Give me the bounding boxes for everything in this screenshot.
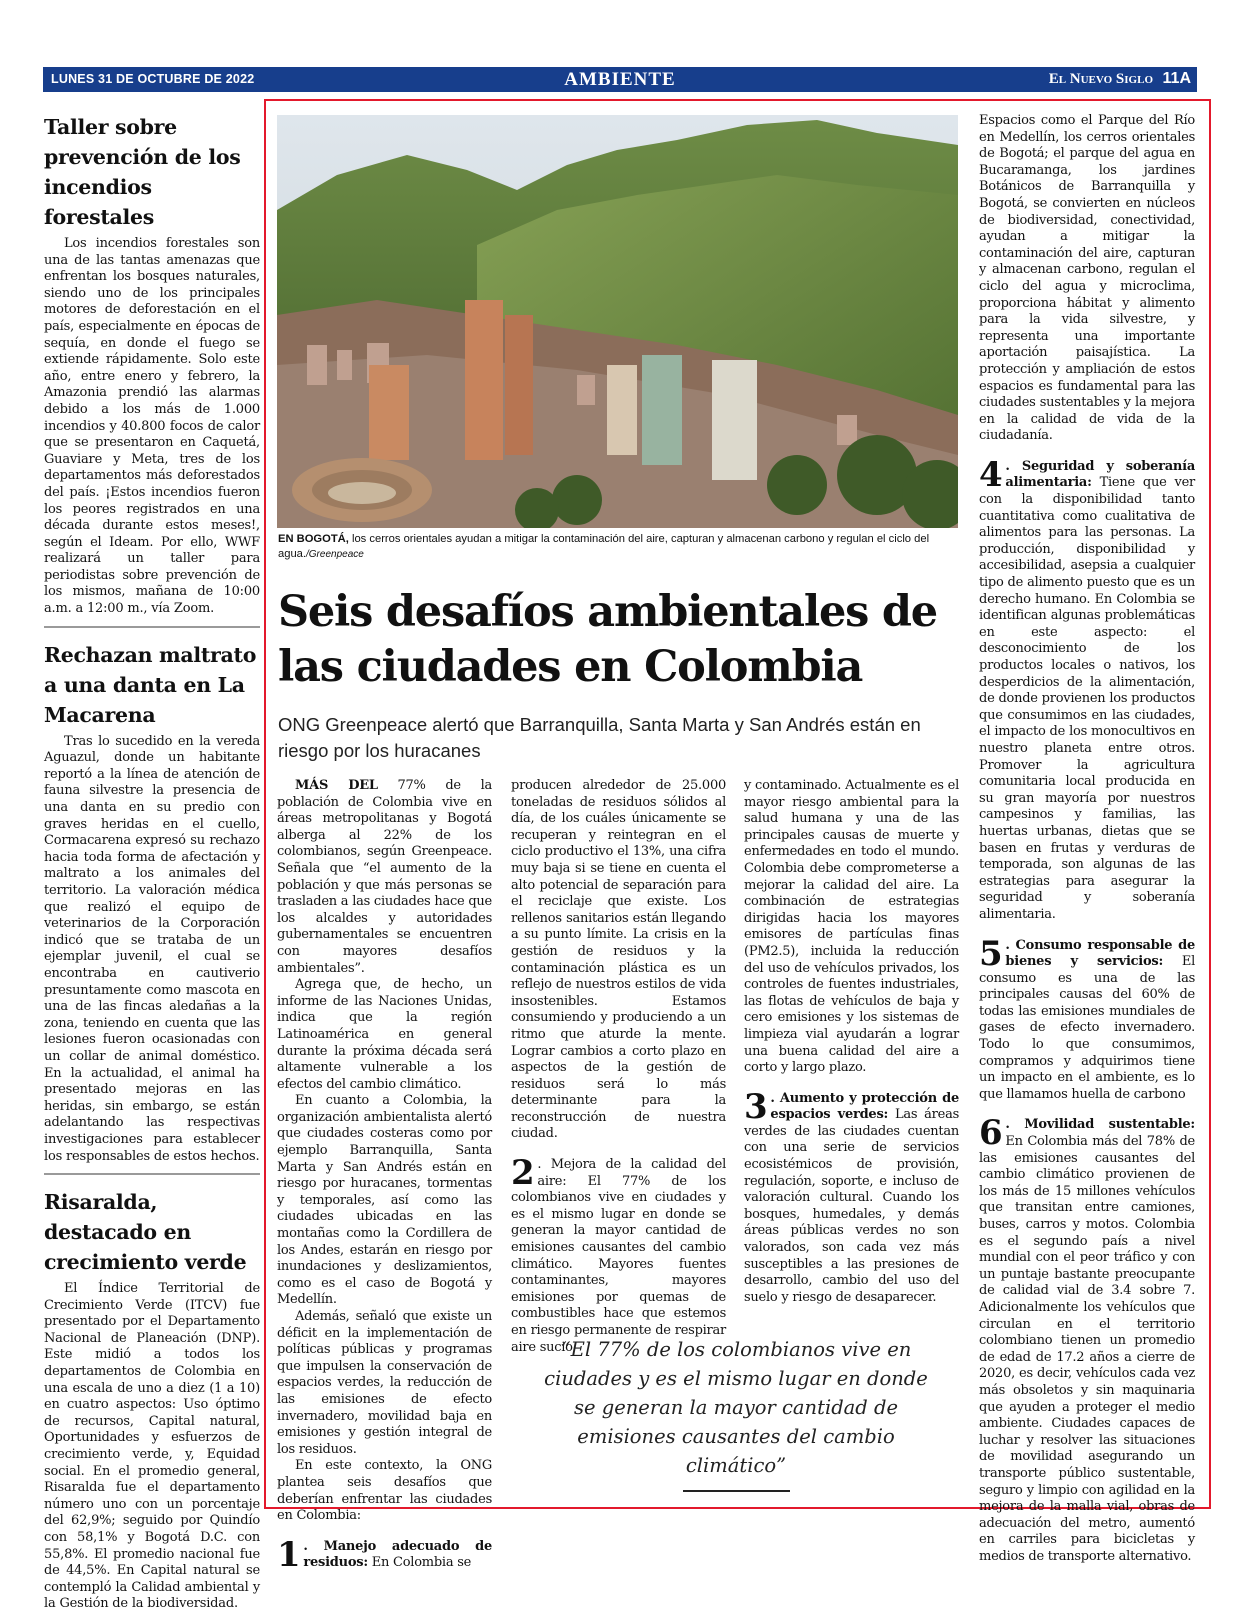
photo-caption bbox=[278, 532, 958, 562]
newspaper-name: El Nuevo Siglo bbox=[1048, 71, 1153, 87]
page-header-band bbox=[43, 67, 1197, 92]
paragraph: Agrega que, de hecho, un informe de las Naciones Unidas, indica que la región Latinoamérica en general durante la próxima década será altamente vulnerable a los efectos del cambio climático. bbox=[277, 977, 492, 1092]
brief-fires bbox=[44, 112, 260, 618]
brief-risaralda bbox=[44, 1187, 260, 1613]
lead-in: MÁS DEL bbox=[295, 778, 378, 793]
item-number: 3 bbox=[744, 1086, 768, 1127]
paragraph: 77% de la población de Colombia vive en áreas metropolitanas y Bogotá alberga al 22% de los colombianos, según Greenpeace. Señala que “el aumento de la población y que más personas se trasladen a las ciudades hace que los alcaldes y autoridades gubernamentales se encuentren con mayores desafíos ambientales”. bbox=[277, 778, 492, 976]
brief-divider bbox=[44, 1173, 260, 1175]
brief-body: El Índice Territorial de Crecimiento Verde (ITCV) fue presentado por el Departamento Nacional de Planeación (DNP). Este midió a todos los departamentos de Colombia en una escala de uno a diez (1 a 10) en cuatro aspectos: Uso óptimo de recursos, Capital natural, Oportunidades y esfuerzos de crecimiento verde, y, Equidad social. En el promedio general, Risaralda fue el departamento número uno con un porcentaje del 62,9%; seguido por Quindío con 58,1% y Bogotá D.C. con 55,8%. El promedio nacional fue de 44,5%. En Capital natural se contempló la Calidad ambiental y la Gestión de la biodiversidad. bbox=[44, 1281, 260, 1612]
brief-title: Risaralda, destacado en crecimiento verde bbox=[44, 1190, 247, 1275]
item-heading: . Aumento y protección de espacios verdes: bbox=[770, 1090, 959, 1123]
caption-lead: EN BOGOTÁ, bbox=[278, 533, 349, 545]
paragraph: Además, señaló que existe un déficit en la implementación de políticas públicas y programas que impulsen la conservación de espacios verdes, la reducción de las emisiones de efecto invernadero, movilidad baja en emisiones y gestión integral de los residuos. bbox=[277, 1309, 492, 1457]
brief-tapir bbox=[44, 640, 260, 1165]
brief-body: Los incendios forestales son una de las tantas amenazas que enfrentan los bosques naturales, siendo uno de los principales motores de deforestación en el país, especialmente en épocas de sequía, en donde el fuego se extiende rápidamente. Solo este año, entre enero y febrero, la Amazonia prendió las alarmas debido a los más de 1.000 incendios y 40.800 focos de calor que se presentaron en Caquetá, Guaviare y Meta, tres de los departamentos más deforestados del país. ¡Estos incendios fueron los peores registrados en una década durante estos meses!, según el Ideam. Por ello, WWF realizará un taller para periodistas sobre prevención de los mismos, mañana de 10:00 a.m. a 12:00 m., vía Zoom. bbox=[44, 236, 260, 617]
item-heading: . Mejora de la calidad del aire: bbox=[537, 1157, 726, 1189]
brief-divider bbox=[44, 626, 260, 628]
article-subhead: ONG Greenpeace alertó que Barranquilla, Santa Marta y San Andrés están en riesgo por los huracanes bbox=[278, 714, 921, 761]
item-text: Tiene que ver con la disponibilidad tanto cuantitativa como cualitativa de alimentos para las personas. La producción, disponibilidad y accesibilidad, asepsia a cualquier tipo de alimento puesto que es un derecho humano. En Colombia se identifican algunas problemáticas en este aspecto: el desconocimiento de los productos locales o nativos, los desperdicios de la alimentación, de donde provienen los productos que consumimos en las ciudades, el impacto de los monocultivos en nuestro planeta entre otros. Promover la agricultura comunitaria local producida en su gran mayoría por nuestros campesinos y familias, las huertas urbanas, dietas que se basen en frutas y verduras de temporada, son algunas de las estrategias para asegurar la seguridad y soberanía alimentaria. bbox=[979, 475, 1195, 922]
section-title: AMBIENTE bbox=[564, 69, 676, 90]
article-column-4 bbox=[979, 113, 1195, 1565]
item-heading: . Seguridad y soberanía alimentaria: bbox=[1005, 458, 1195, 491]
item-heading: . Movilidad sustentable: bbox=[1005, 1117, 1195, 1133]
item-number: 2 bbox=[511, 1153, 535, 1194]
photo-credit: /Greenpeace bbox=[306, 549, 364, 560]
article-headline: Seis desafíos ambientales de las ciudades en Colombia bbox=[278, 587, 937, 692]
news-briefs-column bbox=[44, 112, 260, 1613]
item-text: El 77% de los colombianos vive en ciudades y es el mismo lugar en donde se generan la mayor cantidad de emisiones causantes del cambio climático. Mayores fuentes contaminantes, mayores emisiones por quemas de combustibles hace que estemos en riesgo permanente de respirar aire sucio bbox=[511, 1173, 726, 1355]
brief-title: Taller sobre prevención de los incendios forestales bbox=[44, 115, 241, 229]
pull-quote: “El 77% de los colombianos vive en ciudades y es el mismo lugar en donde se generan la mayor cantidad de emisiones causantes del cambio climático” bbox=[544, 1338, 928, 1477]
brief-title: Rechazan maltrato a una danta en La Macarena bbox=[44, 642, 257, 727]
paragraph: producen alrededor de 25.000 toneladas de residuos sólidos al día, de los cuáles únicamente se recuperan y reintegran en el ciclo productivo el 13%, una cifra muy baja si se tiene en cuenta el alto potencial de separación para el reciclaje que existe. Los rellenos sanitarios están llegando a su punto límite. La crisis en la gestión de residuos y la contaminación plástica es un reflejo de nuestros estilos de vida insostenibles. Estamos consumiendo y produciendo a un ritmo que aturde la mente. Lograr cambios a corto plazo en aspectos de la gestión de residuos será lo más determinante para la reconstrucción de nuestra ciudad. bbox=[511, 778, 726, 1142]
item-number: 4 bbox=[979, 454, 1003, 495]
bogota-photo bbox=[277, 115, 958, 528]
item-text: En Colombia se bbox=[367, 1555, 472, 1571]
item-number: 5 bbox=[979, 933, 1003, 974]
item-text: Las áreas verdes de las ciudades cuentan con una serie de servicios ecosistémicos de provisión, regulación, soporte, e incluso de valoración cultural. Cuando los bosques, humedales, y demás áreas públicas verdes no son valorados, son cada vez más susceptibles a las presiones de desarrollo, cambio del uso del suelo y riesgo de desaparecer. bbox=[744, 1107, 959, 1305]
caption-text: los cerros orientales ayudan a mitigar la contaminación del aire, capturan y almacenan carbono y regulan el ciclo del agua. bbox=[278, 533, 930, 560]
paragraph: En este contexto, la ONG plantea seis desafíos que deberían enfrentar las ciudades en Colombia: bbox=[277, 1458, 492, 1524]
item-text: En Colombia más del 78% de las emisiones causantes del cambio climático provienen de los más de 15 millones vehículos que transitan entre camiones, buses, carros y motos. Colombia es el segundo país a nivel mundial con el peor tráfico y con un puntaje bastante preocupante de calidad vial de 3.4 sobre 7. Adicionalmente los vehículos que circulan en el territorio colombiano tienen un promedio de edad de 17.2 años a cierre de 2020, es decir, vehículos cada vez más obsoletos y sin maquinaria que ayuden a proteger el medio ambiente. Ciudades capaces de luchar y resolver las situaciones de movilidad asegurando un transporte público sustentable, seguro y limpio con agilidad en la mejora de la malla vial, obras de adecuación del metro, aumentó en carriles para bicicletas y medios de transporte alternativo. bbox=[979, 1134, 1195, 1564]
article-column-3 bbox=[744, 778, 959, 1306]
item-heading: . Consumo responsable de bienes y servicios: bbox=[1005, 937, 1195, 970]
article-column-2 bbox=[511, 778, 726, 1356]
bogota-cityscape-image bbox=[277, 115, 958, 528]
article-column-1 bbox=[277, 778, 492, 1575]
brief-body: Tras lo sucedido en la vereda Aguazul, donde un habitante reportó a la línea de atención de fauna silvestre la presencia de una danta en su predio con graves heridas en el cuello, Cormacarena expresó su rechazo hacia toda forma de afectación y maltrato a los animales del territorio. La valoración médica que realizó el equipo de veterinarios de la Corporación indicó que se trataba de un ejemplar juvenil, el cual se encontraba en cautiverio presuntamente como mascota en una de las fincas aledañas a la zona, teniendo en cuenta que las lesiones fueron ocasionadas con un collar de animal doméstico. En la actualidad, el animal ha presentado mejoras en las heridas, sin embargo, se están adelantando las respectivas investigaciones para establecer los responsables de estos hechos. bbox=[44, 733, 260, 1164]
page-number: 11A bbox=[1162, 70, 1191, 87]
item-number: 6 bbox=[979, 1113, 1003, 1154]
paragraph: y contaminado. Actualmente es el mayor riesgo ambiental para la salud humana y una de las principales causas de muerte y enfermedades en todo el mundo. Colombia debe comprometerse a mejorar la calidad del aire. La combinación de estrategias dirigidas hacia los mayores emisores de partículas finas (PM2.5), incluida la reducción del uso de vehículos privados, los controles de fuentes industriales, las flotas de vehículos de baja y cero emisiones y los sistemas de limpieza vial ayudarán a lograr una buena calidad del aire a corto y largo plazo. bbox=[744, 778, 959, 1076]
issue-date: LUNES 31 DE OCTUBRE DE 2022 bbox=[51, 72, 255, 86]
item-number: 1 bbox=[277, 1534, 301, 1575]
quote-rule bbox=[683, 1490, 790, 1492]
item-heading: . Manejo adecuado de residuos: bbox=[303, 1538, 492, 1571]
paragraph: Espacios como el Parque del Río en Medellín, los cerros orientales de Bogotá; el parque del agua en Bucaramanga, los jardines Botánicos de Barranquilla y Bogotá, se convierten en núcleos de biodiversidad, conectividad, ayudan a mitigar la contaminación del aire, capturan y almacenan carbono, regulan el ciclo del agua y microclima, proporciona hábitat y alimento para la vida silvestre, y representa una importante aportación paisajística. La protección y ampliación de estos espacios es fundamental para las ciudades sustentables y la mejora en la calidad de vida de la ciudadanía. bbox=[979, 113, 1195, 444]
item-text: El consumo es una de las principales causas del 60% de todas las emisiones mundiales de gases de efecto invernadero. Todo lo que consumimos, compramos y adquirimos tiene un impacto en el ambiente, es lo que llamamos huella de carbono bbox=[979, 954, 1195, 1102]
paragraph: En cuanto a Colombia, la organización ambientalista alertó que ciudades costeras como por ejemplo Barranquilla, Santa Marta y San Andrés están en riesgo por huracanes, tormentas y temporales, así como las ciudades ubicadas en las montañas como la Cordillera de los Andes, estarán en riesgo por inundaciones y deslizamientos, como es el caso de Bogotá y Medellín. bbox=[277, 1093, 492, 1308]
